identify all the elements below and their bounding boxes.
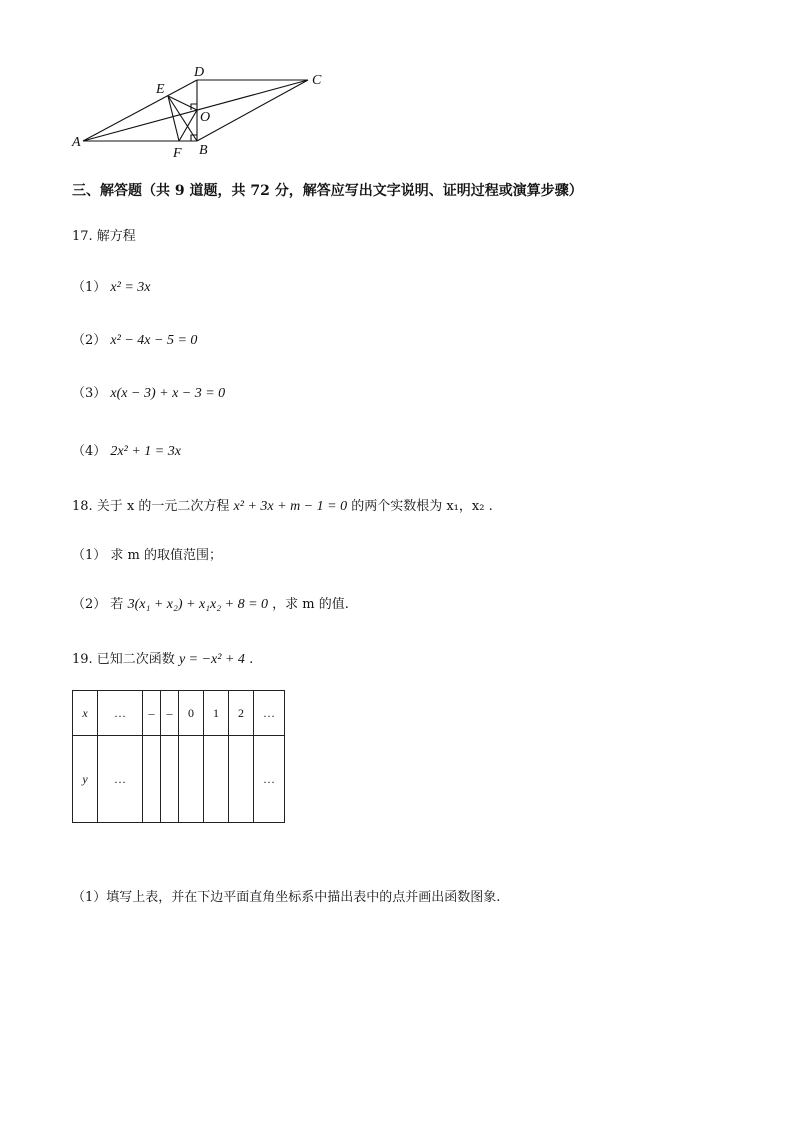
q17-item-1 (72, 276, 151, 296)
segment-BC (197, 80, 308, 141)
q17-item-1-eq: x² = 3x (110, 280, 151, 295)
q17-item-2 (72, 329, 197, 349)
q18-stem-prefix: 18. 关于 x 的一元二次方程 (72, 499, 230, 514)
label-D: D (194, 65, 205, 80)
table-cell (179, 736, 204, 823)
q17-item-3 (72, 382, 225, 402)
table-cell (143, 736, 161, 823)
q17-item-2-label: （2） (72, 333, 107, 348)
q19-stem-eq: y = −x² + 4 (178, 652, 245, 667)
q18-stem (72, 495, 493, 515)
q18-item-2 (72, 593, 349, 613)
table-cell: y (73, 736, 98, 823)
table-cell: 1 (204, 691, 229, 736)
label-F: F (173, 146, 182, 161)
q17-title: 17. 解方程 (72, 229, 136, 244)
value-table (72, 690, 285, 823)
q18-item-1-text: 求 m 的取值范围； (110, 548, 223, 563)
table-cell (204, 736, 229, 823)
q17-item-4-label: （4） (72, 444, 107, 459)
table-cell (229, 736, 254, 823)
q17-item-3-label: （3） (72, 386, 107, 401)
table-cell: – (143, 691, 161, 736)
section-heading: 三、解答题（共 9 道题，共 72 分，解答应写出文字说明、证明过程或演算步骤） (72, 183, 583, 199)
q18-stem-suffix: 的两个实数根为 x₁，x₂ . (351, 499, 493, 514)
diagonal-AC (83, 80, 308, 141)
q19-stem (72, 648, 253, 668)
table-row-y (73, 736, 285, 823)
q19-stem-suffix: . (249, 652, 254, 667)
table-cell: … (98, 691, 143, 736)
table-cell: – (161, 691, 179, 736)
table-cell: … (254, 736, 285, 823)
q18-item-1 (72, 544, 222, 563)
label-E: E (156, 82, 165, 97)
q17-item-4 (72, 440, 181, 460)
q17-item-4-eq: 2x² + 1 = 3x (110, 444, 181, 459)
geometry-figure (60, 58, 350, 168)
label-B: B (199, 143, 208, 158)
table-row-x (73, 691, 285, 736)
label-C: C (312, 73, 322, 88)
label-O: O (200, 110, 211, 125)
q18-stem-eq: x² + 3x + m − 1 = 0 (233, 499, 348, 514)
q18-item-2-eq: 3(x₁ + x₂) + x₁x₂ + 8 = 0 (127, 597, 269, 612)
segment-EF (168, 96, 179, 141)
table-cell: … (254, 691, 285, 736)
table-cell: … (98, 736, 143, 823)
q18-item-1-label: （1） (72, 548, 107, 563)
q19-stem-prefix: 19. 已知二次函数 (72, 652, 175, 667)
q18-item-2-prefix: 若 (110, 597, 124, 612)
table-cell: 2 (229, 691, 254, 736)
table-cell: 0 (179, 691, 204, 736)
q17-item-1-label: （1） (72, 280, 107, 295)
q18-item-2-label: （2） (72, 597, 107, 612)
q18-item-2-suffix: ，求 m 的值. (272, 597, 349, 612)
segment-DA (83, 80, 197, 141)
table-cell (161, 736, 179, 823)
table-cell: x (73, 691, 98, 736)
q17-item-2-eq: x² − 4x − 5 = 0 (110, 333, 198, 348)
q19-item-1: （1）填写上表，并在下边平面直角坐标系中描出表中的点并画出函数图象. (72, 890, 501, 905)
q17-item-3-eq: x(x − 3) + x − 3 = 0 (110, 386, 226, 401)
label-A: A (72, 135, 81, 150)
